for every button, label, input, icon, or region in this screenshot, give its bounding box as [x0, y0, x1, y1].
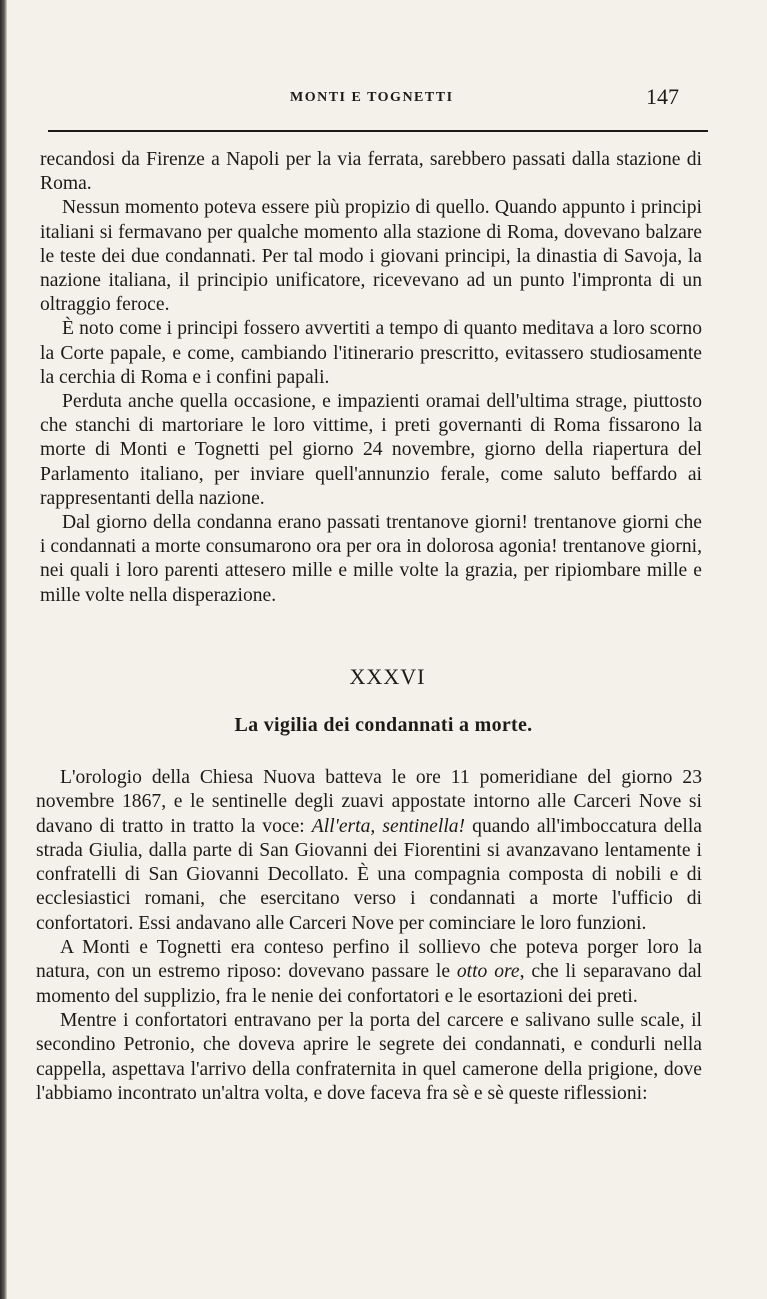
page-number: 147	[646, 84, 679, 109]
italic-text: otto ore	[456, 961, 520, 983]
paragraph: È noto come i principi fossero avvertiti a tempo di quanto meditava a loro scorno la Corte papale, e come, cambiando l'itinerario prescritto, evitassero studiosamente la cerchia di Roma e i confini papali.	[40, 318, 702, 388]
text-run: A Monti e Tognetti era conteso perfino il sollievo che poteva porger loro la natura, con un estremo riposo: dovevano passare le	[36, 937, 702, 983]
paragraph: recandosi da Firenze a Napoli per la via ferrata, sarebbero passati dalla stazione di Roma.	[40, 149, 702, 195]
header-rule	[48, 130, 708, 132]
body-text-section-2	[36, 766, 702, 1106]
running-head: MONTI E TOGNETTI	[290, 90, 454, 105]
text-run: L'orologio della Chiesa Nuova batteva le ore 11 pomeridiane del giorno 23 novembre 1867, e le sentinelle degli zuavi appostate intorno alle Carceri Nove si davano di tratto in tratto la voce:	[36, 767, 702, 837]
paragraph	[36, 766, 702, 936]
paragraph: Mentre i confortatori entravano per la porta del carcere e salivano sulle scale, il secondino Petronio, che doveva aprire le segrete dei condannati, e condurli nella cappella, aspettava l'arrivo della confraternita in quel camerone della prigione, dove l'abbiamo incontrato un'altra volta, e dove faceva fra sè e sè queste riflessioni:	[36, 1009, 702, 1104]
paragraph	[36, 936, 702, 1009]
body-text-section-1	[40, 148, 702, 608]
paragraph: Dal giorno della condanna erano passati trentanove giorni! trentanove giorni che i condannati a morte consumarono ora per ora in dolorosa agonia! trentanove giorni, nei quali i loro parenti attesero mille e mille volte la grazia, per ripiombare mille e mille volte nella disperazione.	[40, 512, 702, 606]
paragraph: Perduta anche quella occasione, e impazienti oramai dell'ultima strage, piuttosto che stanchi di martoriare le loro vittime, i preti governanti di Roma fissarono la morte di Monti e Tognetti pel giorno 24 novembre, giorno della riapertura del Parlamento italiano, per inviare quell'annunzio ferale, come saluto beffardo ai rappresentanti della nazione.	[40, 391, 702, 509]
chapter-number: XXXVI	[349, 664, 426, 689]
page-header	[0, 84, 767, 120]
binding-edge	[0, 0, 7, 1299]
text-run: quando all'imboccatura della strada Giulia, dalla parte di San Giovanni dei Fiorentini si avanzavano lentamente i confratelli di San Giovanni Decollato. È una compagnia composta di nobili e di ecclesiastici romani, che esercitano verso i condannati a morte l'ufficio di confortatori. Essi andavano alle Carceri Nove per cominciare le loro funzioni.	[36, 815, 702, 934]
paragraph: Nessun momento poteva essere più propizio di quello. Quando appunto i principi italiani si fermavano per qualche momento alla stazione di Roma, dovevano balzare le teste dei due condannati. Per tal modo i giovani principi, la dinastia di Savoja, la nazione italiana, il principio unificatore, ricevevano ad un punto l'impronta di un oltraggio feroce.	[40, 197, 702, 316]
chapter-title: La vigilia dei condannati a morte.	[234, 714, 533, 736]
text-run: , che li separavano dal momento del supplizio, fra le nenie dei confortatori e le esortazioni dei preti.	[36, 961, 702, 1007]
italic-text: All'erta, sentinella!	[311, 815, 466, 837]
